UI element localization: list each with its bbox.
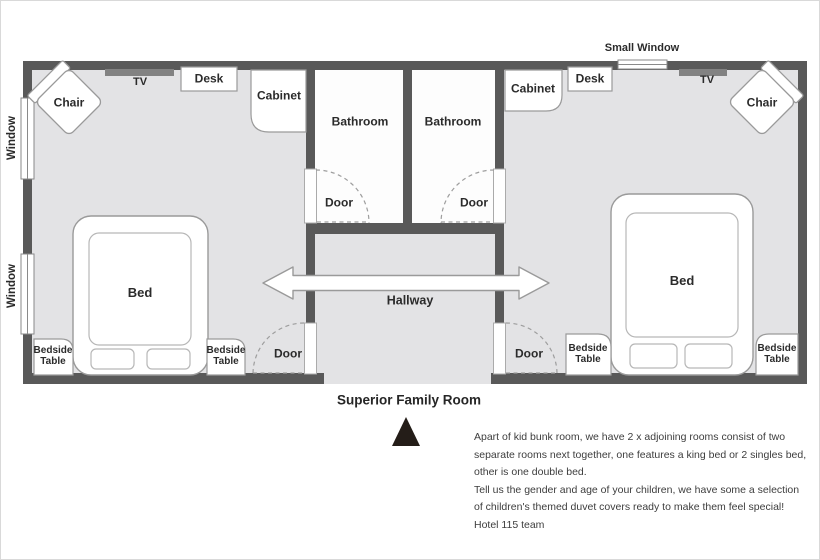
label-bedside-table-left-2: Bedside Table (206, 345, 246, 367)
label-small-window: Small Window (604, 42, 680, 55)
description-text (474, 429, 814, 535)
wall-top (23, 61, 807, 70)
label-cabinet-left: Cabinet (256, 88, 302, 103)
description-line: Tell us the gender and age of your children, we have some a selection (474, 483, 800, 496)
wall-bathroom-right (495, 70, 504, 169)
pillow-left-1 (91, 349, 134, 369)
description-line: separate rooms next together, one features a king bed or 2 singles bed, (474, 448, 807, 461)
label-door-entry-left: Door (274, 346, 302, 361)
label-bedside-table-right-2: Bedside Table (757, 343, 797, 365)
page-title: Superior Family Room (336, 392, 482, 408)
label-chair-right: Chair (746, 95, 778, 110)
description-line: other is one double bed. (474, 466, 587, 479)
wall-right (798, 61, 807, 384)
label-bedside-table-right-1: Bedside Table (568, 343, 608, 365)
pillow-right-2 (685, 344, 732, 368)
window-lower-symbol (21, 254, 34, 334)
description-line: Hotel 115 team (474, 518, 545, 531)
label-tv-right: TV (699, 74, 715, 87)
label-bed-right: Bed (669, 272, 695, 288)
pillow-left-2 (147, 349, 190, 369)
pillow-right-1 (630, 344, 677, 368)
label-door-entry-right: Door (515, 346, 543, 361)
label-bathroom-right: Bathroom (424, 114, 482, 129)
label-bedside-table-left-1: Bedside Table (33, 345, 73, 367)
label-cabinet-right: Cabinet (510, 81, 556, 96)
wall-bathroom-bottom (306, 223, 504, 234)
label-window-lower: Window (5, 264, 18, 308)
label-bathroom-left: Bathroom (331, 114, 389, 129)
label-chair-left: Chair (53, 95, 85, 110)
wall-bathroom-left (306, 70, 315, 169)
direction-triangle-icon (392, 417, 420, 446)
description-line: Apart of kid bunk room, we have 2 x adjoining rooms consist of two (474, 431, 786, 443)
tv-left-shape (105, 69, 174, 76)
label-bed-left: Bed (127, 284, 153, 300)
wall-bathroom-partition (403, 70, 412, 223)
label-door-bathroom-left: Door (325, 195, 353, 210)
description-line: of children's themed duvet covers ready to make them feel special! (474, 501, 785, 514)
label-tv-left: TV (132, 76, 148, 89)
label-door-bathroom-right: Door (460, 195, 488, 210)
label-window-upper: Window (5, 116, 18, 160)
label-hallway: Hallway (386, 293, 434, 308)
window-upper-symbol (21, 98, 34, 179)
label-desk-right: Desk (575, 71, 605, 86)
label-desk-left: Desk (194, 71, 224, 86)
small-window-symbol (618, 60, 667, 69)
